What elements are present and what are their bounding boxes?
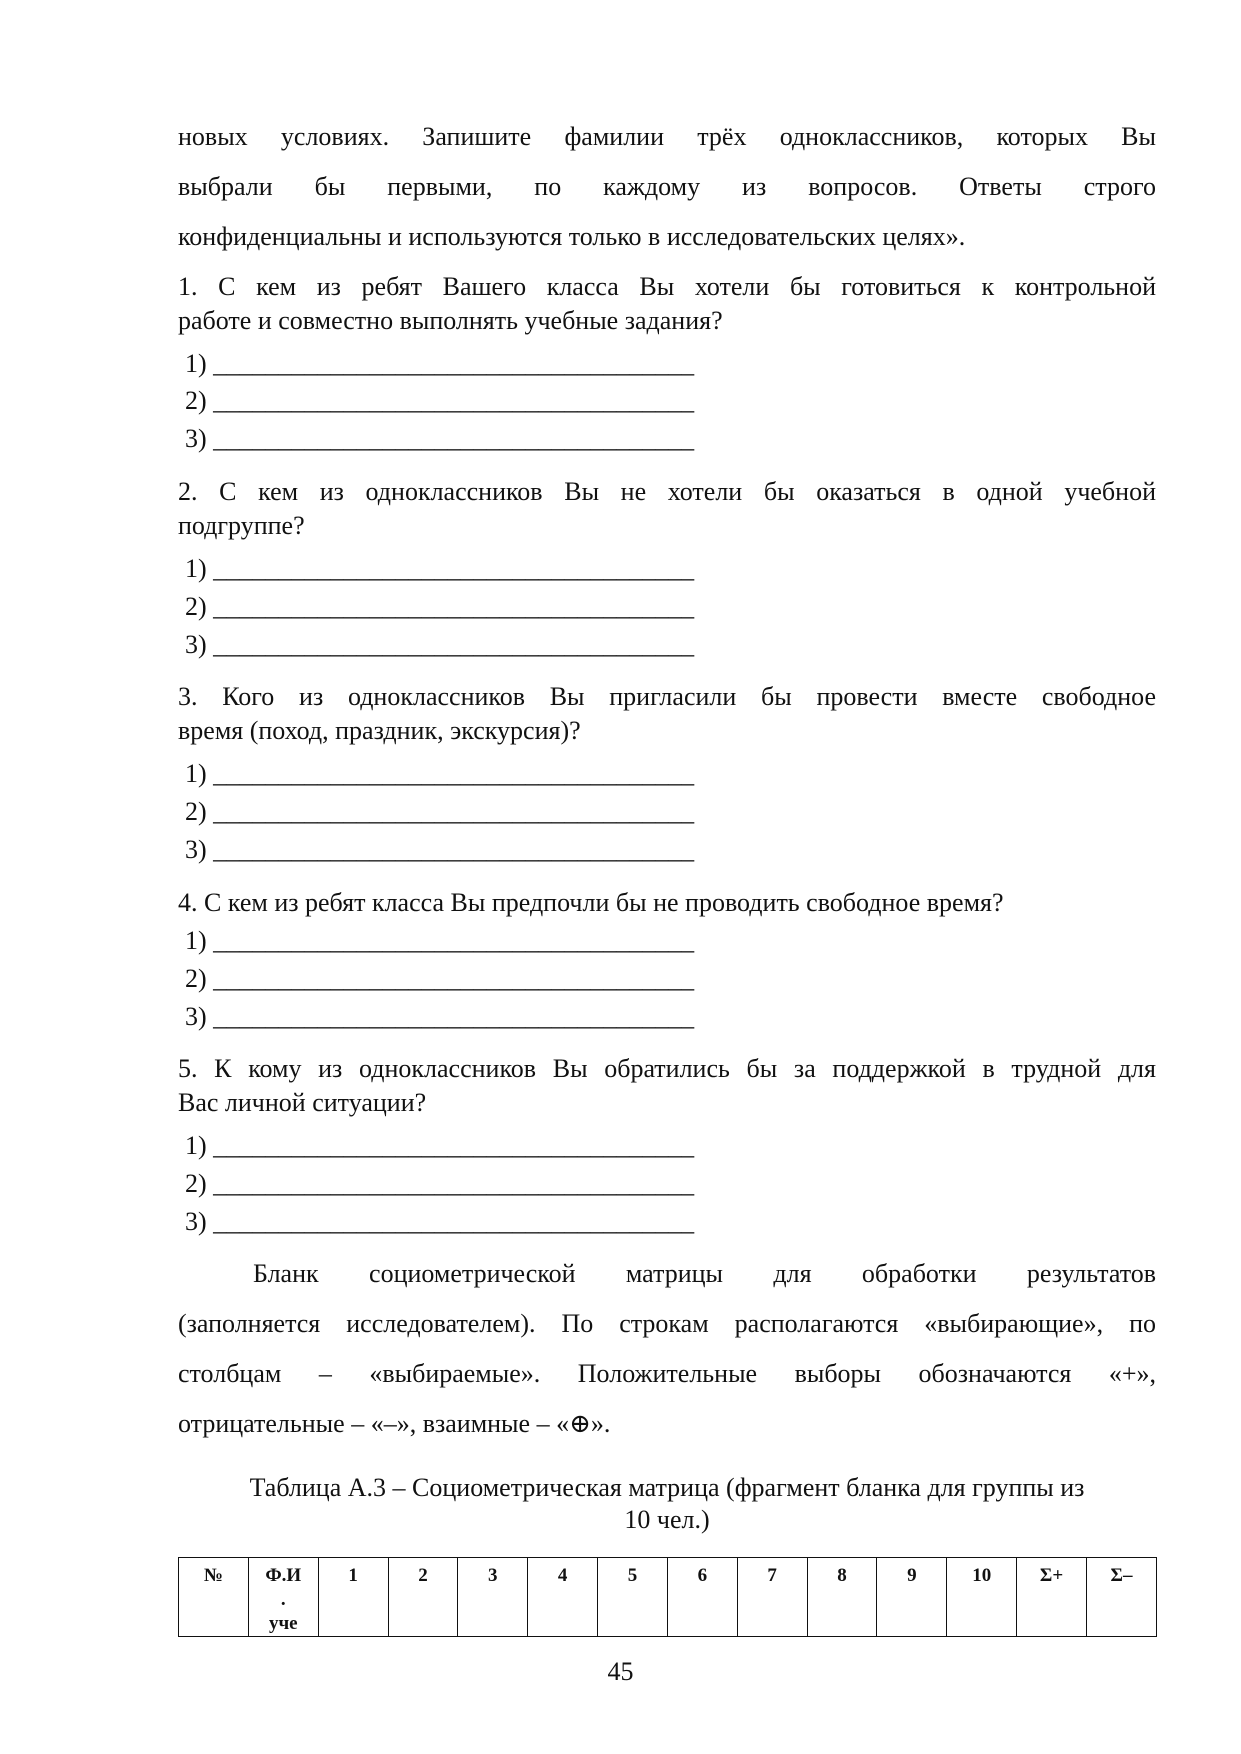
page-number: 45: [607, 1657, 634, 1686]
question-text: 1. С кем из ребят Вашего класса Вы хотели бы готовиться к контрольной: [178, 272, 1156, 301]
answer-line[interactable]: 1) _____________________________________: [185, 759, 695, 788]
answer-line[interactable]: 1) _____________________________________: [185, 926, 695, 955]
question-4: [178, 886, 1156, 920]
header-text: .: [280, 1589, 286, 1610]
question-3: [178, 680, 1156, 748]
answer-line[interactable]: 2) _____________________________________: [185, 592, 695, 621]
question-text: подгруппе?: [178, 511, 305, 540]
answer-line[interactable]: 2) _____________________________________: [185, 964, 695, 993]
question-text: 2. С кем из одноклассников Вы не хотели бы оказаться в одной учебной: [178, 477, 1156, 506]
caption-line: 10 чел.): [624, 1505, 710, 1534]
matrix-description: [178, 1257, 1156, 1457]
col-header-8: 8: [807, 1558, 877, 1637]
answer-line[interactable]: 3) _____________________________________: [185, 1207, 695, 1236]
description-line: (заполняется исследователем). По строкам располагаются «выбирающие», по: [178, 1309, 1156, 1338]
answer-line[interactable]: 1) _____________________________________: [185, 349, 695, 378]
question-1: [178, 270, 1156, 338]
question-5: [178, 1052, 1156, 1120]
answer-line[interactable]: 2) _____________________________________: [185, 1169, 695, 1198]
header-text: уче: [268, 1613, 298, 1634]
question-text: работе и совместно выполнять учебные задания?: [178, 306, 723, 335]
col-header-number: №: [179, 1558, 249, 1637]
question-text: время (поход, праздник, экскурсия)?: [178, 716, 581, 745]
question-text: Вас личной ситуации?: [178, 1088, 427, 1117]
col-header-sum-positive: Σ+: [1017, 1558, 1087, 1637]
question-text: 4. С кем из ребят класса Вы предпочли бы не проводить свободное время?: [178, 888, 1004, 917]
col-header-10: 10: [947, 1558, 1017, 1637]
col-header-3: 3: [458, 1558, 528, 1637]
table-header-row: [179, 1558, 1157, 1637]
col-header-sum-negative: Σ–: [1086, 1558, 1156, 1637]
answer-line[interactable]: 1) _____________________________________: [185, 1131, 695, 1160]
question-text: 5. К кому из одноклассников Вы обратились бы за поддержкой в трудной для: [178, 1054, 1156, 1083]
question-text: 3. Кого из одноклассников Вы пригласили бы провести вместе свободное: [178, 682, 1156, 711]
col-header-6: 6: [667, 1558, 737, 1637]
answer-line[interactable]: 2) _____________________________________: [185, 797, 695, 826]
intro-paragraph: [178, 120, 1156, 270]
description-line: столбцам – «выбираемые». Положительные выборы обозначаются «+»,: [178, 1359, 1156, 1388]
description-line: Бланк социометрической матрицы для обработки результатов: [253, 1259, 1156, 1288]
col-header-5: 5: [598, 1558, 668, 1637]
intro-line: новых условиях. Запишите фамилии трёх одноклассников, которых Вы: [178, 122, 1156, 151]
caption-line: Таблица А.3 – Социометрическая матрица (фрагмент бланка для группы из: [249, 1473, 1085, 1502]
col-header-9: 9: [877, 1558, 947, 1637]
answer-line[interactable]: 3) _____________________________________: [185, 424, 695, 453]
answer-line[interactable]: 1) _____________________________________: [185, 554, 695, 583]
answer-line[interactable]: 3) _____________________________________: [185, 630, 695, 659]
answer-line[interactable]: 2) _____________________________________: [185, 386, 695, 415]
answer-line[interactable]: 3) _____________________________________: [185, 1002, 695, 1031]
col-header-4: 4: [528, 1558, 598, 1637]
description-line: отрицательные – «–», взаимные – «⊕».: [178, 1409, 611, 1438]
header-text: Ф.И: [265, 1565, 302, 1586]
question-2: [178, 475, 1156, 543]
col-header-7: 7: [737, 1558, 807, 1637]
table-caption: [178, 1472, 1156, 1536]
answer-line[interactable]: 3) _____________________________________: [185, 835, 695, 864]
col-header-student-name: [248, 1558, 318, 1637]
intro-line: конфиденциальны и используются только в исследовательских целях».: [178, 222, 966, 251]
col-header-2: 2: [388, 1558, 458, 1637]
intro-line: выбрали бы первыми, по каждому из вопросов. Ответы строго: [178, 172, 1156, 201]
col-header-1: 1: [318, 1558, 388, 1637]
sociometric-matrix-table: [178, 1557, 1157, 1637]
